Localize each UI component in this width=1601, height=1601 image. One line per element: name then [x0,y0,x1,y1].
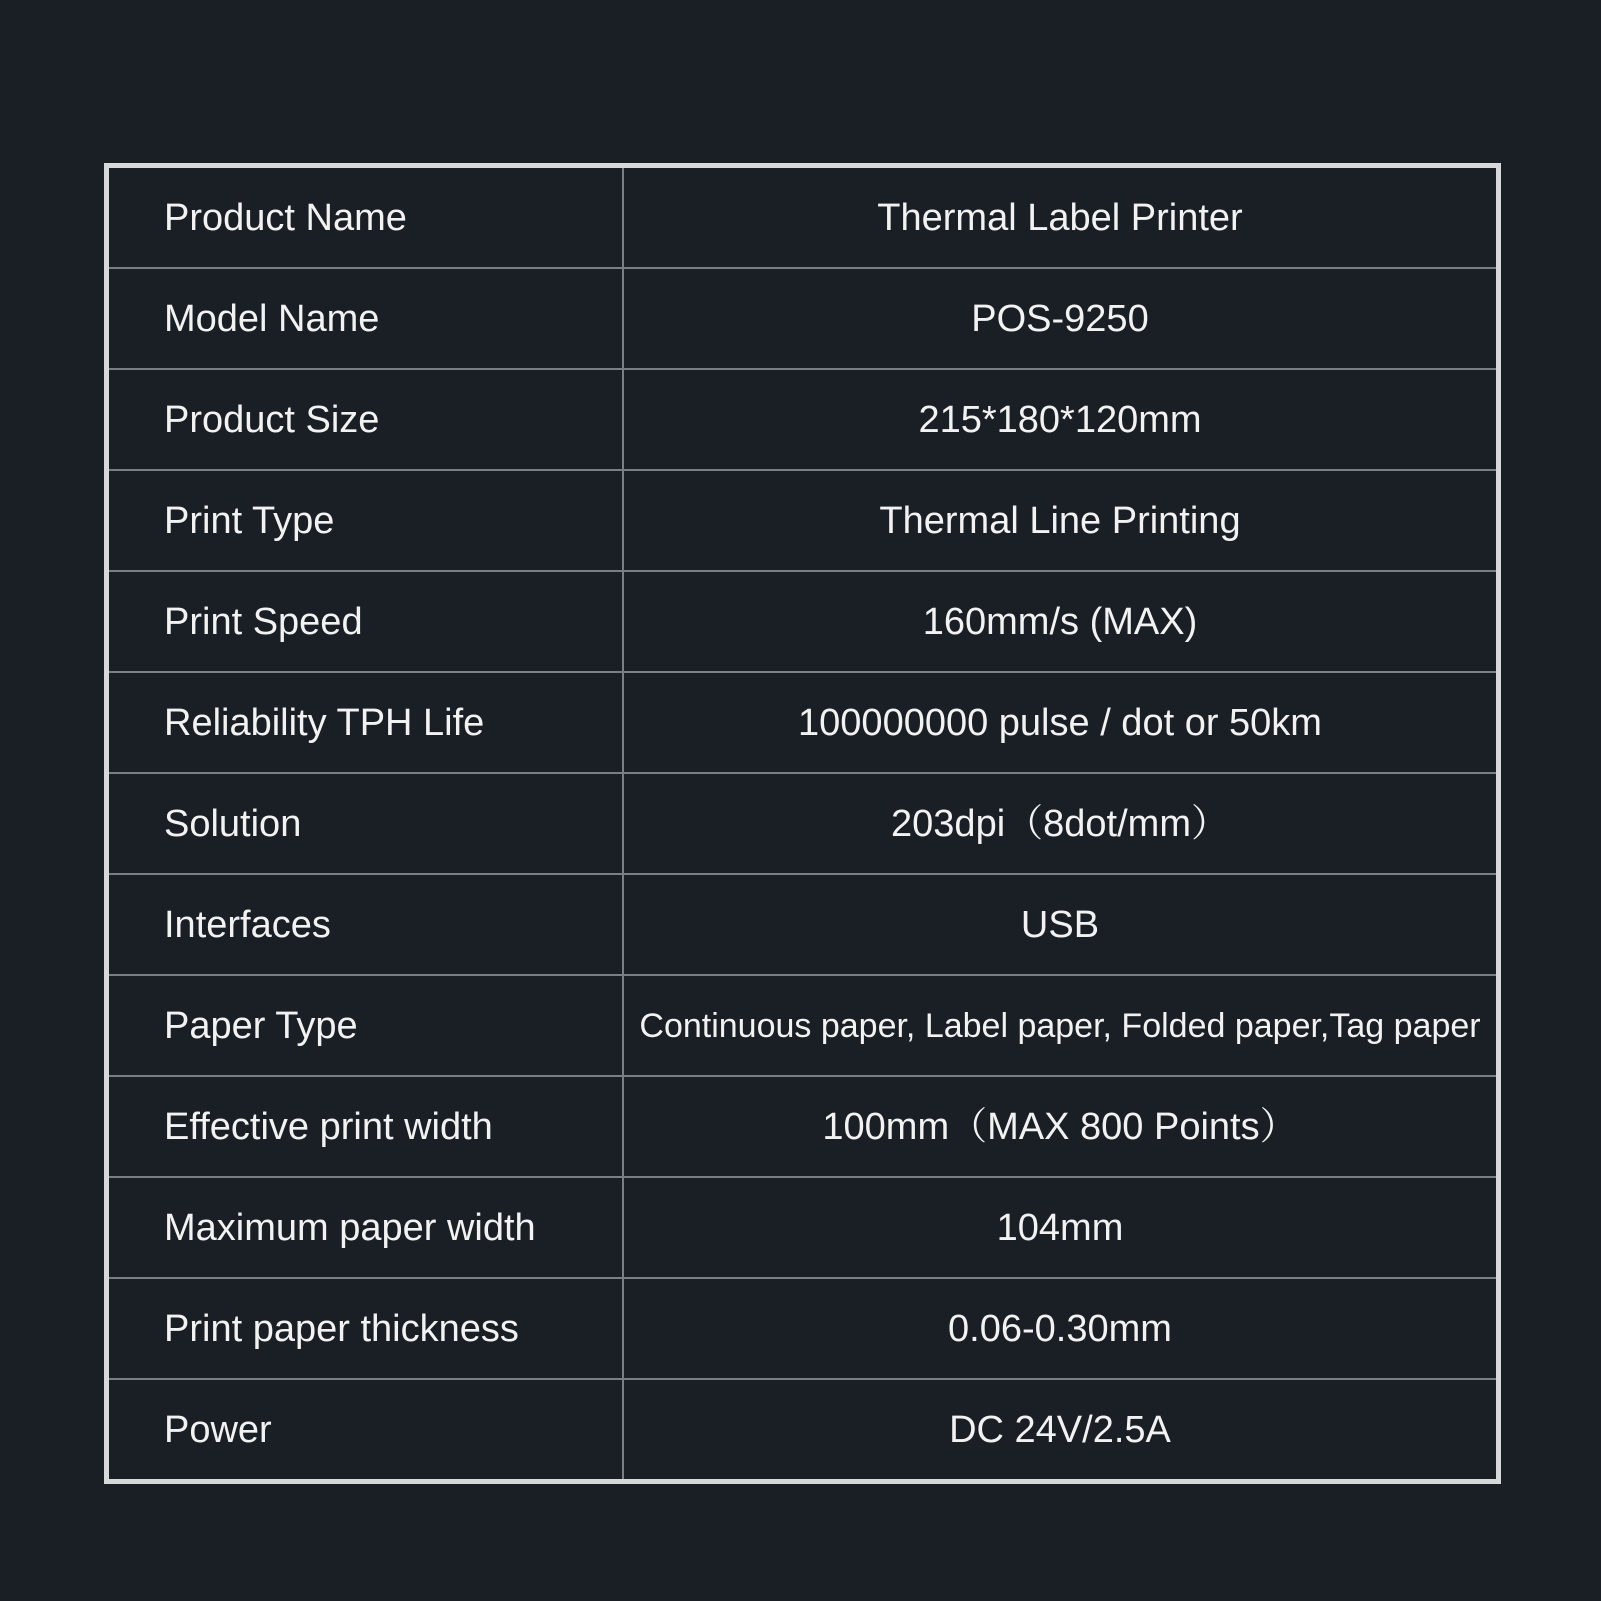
spec-value: 104mm [623,1177,1499,1278]
spec-value: 160mm/s (MAX) [623,571,1499,672]
spec-value: 203dpi（8dot/mm） [623,773,1499,874]
spec-label: Product Size [107,369,624,470]
spec-value: DC 24V/2.5A [623,1379,1499,1482]
spec-label: Solution [107,773,624,874]
spec-label: Paper Type [107,975,624,1076]
spec-label: Print Speed [107,571,624,672]
table-row [107,1076,1499,1177]
table-row [107,773,1499,874]
spec-value: 215*180*120mm [623,369,1499,470]
spec-table [104,163,1501,1484]
spec-value: POS-9250 [623,268,1499,369]
spec-label: Print Type [107,470,624,571]
table-row [107,1177,1499,1278]
spec-value: 0.06-0.30mm [623,1278,1499,1379]
table-row [107,672,1499,773]
spec-value: 100mm（MAX 800 Points） [623,1076,1499,1177]
table-row [107,369,1499,470]
table-row [107,874,1499,975]
spec-value: 100000000 pulse / dot or 50km [623,672,1499,773]
spec-value: Thermal Label Printer [623,166,1499,269]
table-row [107,975,1499,1076]
table-row [107,166,1499,269]
spec-label: Print paper thickness [107,1278,624,1379]
spec-value: Thermal Line Printing [623,470,1499,571]
table-row [107,268,1499,369]
table-row [107,571,1499,672]
table-row [107,470,1499,571]
spec-label: Power [107,1379,624,1482]
spec-label: Effective print width [107,1076,624,1177]
spec-label: Reliability TPH Life [107,672,624,773]
spec-label: Product Name [107,166,624,269]
spec-table-body [107,166,1499,1482]
spec-value: Continuous paper, Label paper, Folded paper,Tag paper [623,975,1499,1076]
spec-label: Interfaces [107,874,624,975]
table-row [107,1379,1499,1482]
spec-label: Model Name [107,268,624,369]
table-row [107,1278,1499,1379]
spec-value: USB [623,874,1499,975]
spec-label: Maximum paper width [107,1177,624,1278]
